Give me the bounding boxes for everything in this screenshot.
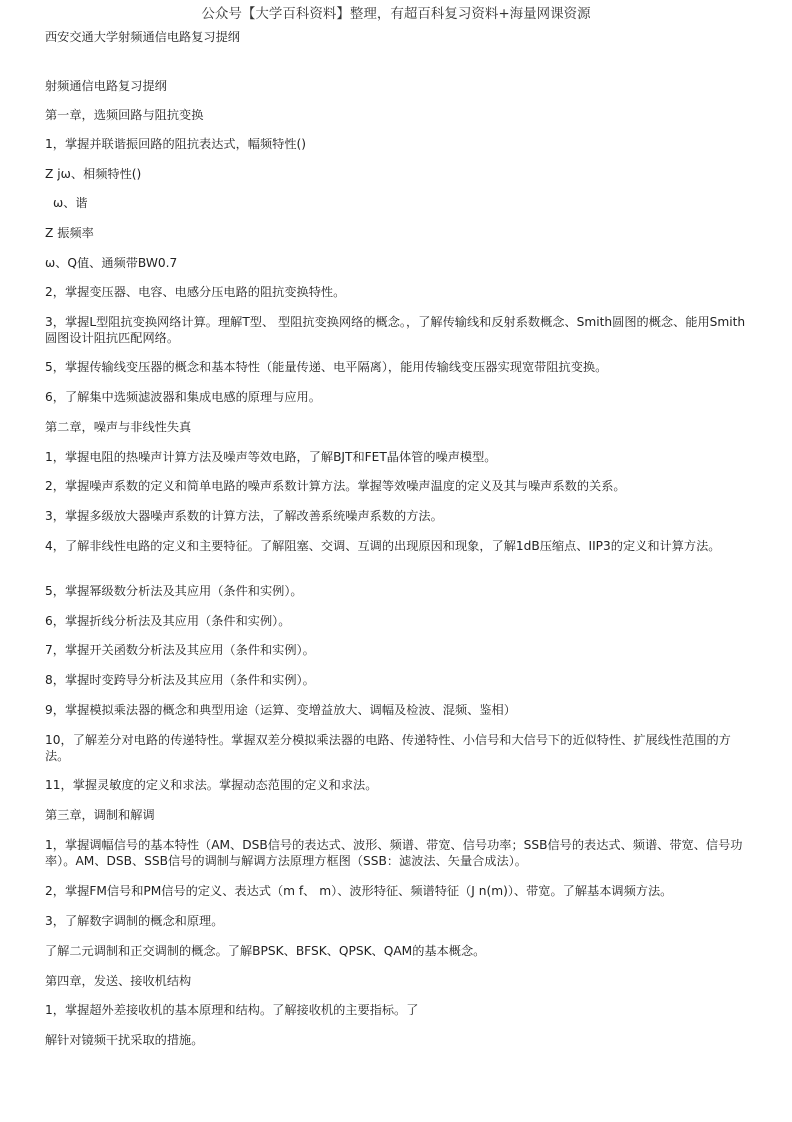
- ch4-item-1: 1，掌握超外差接收机的基本原理和结构。了解接收机的主要指标。了: [45, 1003, 419, 1017]
- ch1-formula-4: ω、Q值、通频带BW0.7: [45, 256, 178, 270]
- ch1-item-5: 5，掌握传输线变压器的概念和基本特性（能量传递、电平隔离），能用传输线变压器实现宽带阻抗变换。: [45, 360, 608, 374]
- ch2-item-6: 6，掌握折线分析法及其应用（条件和实例）。: [45, 614, 291, 628]
- ch1-item-6: 6，了解集中选频滤波器和集成电感的原理与应用。: [45, 390, 321, 404]
- ch4-item-1-continued: 解针对镜频干扰采取的措施。: [45, 1033, 204, 1047]
- chapter-4-title: 第四章，发送、接收机结构: [45, 974, 192, 988]
- ch3-item-2: 2，掌握FM信号和PM信号的定义、表达式（m f、 m）、波形特征、频谱特征（J n(m)）、带宽。了解基本调频方法。: [45, 884, 673, 898]
- ch2-item-7: 7，掌握开关函数分析法及其应用（条件和实例）。: [45, 643, 315, 657]
- ch2-item-11: 11，掌握灵敏度的定义和求法。掌握动态范围的定义和求法。: [45, 778, 378, 792]
- chapter-1-title: 第一章，选频回路与阻抗变换: [45, 108, 204, 122]
- ch1-formula-3: Z 振频率: [45, 226, 94, 240]
- ch3-item-1: 1，掌握调幅信号的基本特性（AM、DSB信号的表达式、波形、频谱、带宽、信号功率；SSB信号的表达式、频谱、带宽、信号功率）。AM、DSB、SSB信号的调制与解调方法原理方框图（SSB：滤波法、矢量合成法）。: [45, 838, 743, 868]
- ch1-formula-2: ω、谐: [53, 196, 88, 210]
- chapter-3-title: 第三章，调制和解调: [45, 808, 155, 822]
- watermark-banner: 公众号【大学百科资料】整理，有超百科复习资料+海量网课资源: [201, 6, 591, 22]
- ch2-item-3: 3，掌握多级放大器噪声系数的计算方法，了解改善系统噪声系数的方法。: [45, 509, 443, 523]
- ch3-item-4: 了解二元调制和正交调制的概念。了解BPSK、BFSK、QPSK、QAM的基本概念。: [45, 944, 486, 958]
- ch1-item-3: 3，掌握L型阻抗变换网络计算。理解T型、 型阻抗变换网络的概念。，了解传输线和反射系数概念、Smith圆图的概念、能用Smith圆图设计阻抗匹配网络。: [45, 315, 746, 345]
- ch2-item-8: 8，掌握时变跨导分析法及其应用（条件和实例）。: [45, 673, 315, 687]
- ch2-item-4: 4，了解非线性电路的定义和主要特征。了解阻塞、交调、互调的出现原因和现象，了解1dB压缩点、IIP3的定义和计算方法。: [45, 539, 721, 553]
- doc-header: 西安交通大学射频通信电路复习提纲: [45, 30, 240, 44]
- ch2-item-1: 1，掌握电阻的热噪声计算方法及噪声等效电路，了解BJT和FET晶体管的噪声模型。: [45, 450, 497, 464]
- ch2-item-2: 2，掌握噪声系数的定义和简单电路的噪声系数计算方法。掌握等效噪声温度的定义及其与噪声系数的关系。: [45, 479, 626, 493]
- ch2-item-10: 10，了解差分对电路的传递特性。掌握双差分模拟乘法器的电路、传递特性、小信号和大信号下的近似特性、扩展线性范围的方法。: [45, 733, 731, 763]
- ch2-item-5: 5，掌握幂级数分析法及其应用（条件和实例）。: [45, 584, 303, 598]
- ch1-item-1: 1，掌握并联谐振回路的阻抗表达式，幅频特性(): [45, 137, 307, 151]
- ch1-formula-1: Z jω、相频特性(): [45, 167, 142, 181]
- doc-title: 射频通信电路复习提纲: [45, 79, 167, 93]
- ch2-item-9: 9，掌握模拟乘法器的概念和典型用途（运算、变增益放大、调幅及检波、混频、鉴相）: [45, 703, 516, 717]
- ch3-item-3: 3，了解数字调制的概念和原理。: [45, 914, 224, 928]
- chapter-2-title: 第二章，噪声与非线性失真: [45, 420, 192, 434]
- ch1-item-2: 2，掌握变压器、电容、电感分压电路的阻抗变换特性。: [45, 285, 346, 299]
